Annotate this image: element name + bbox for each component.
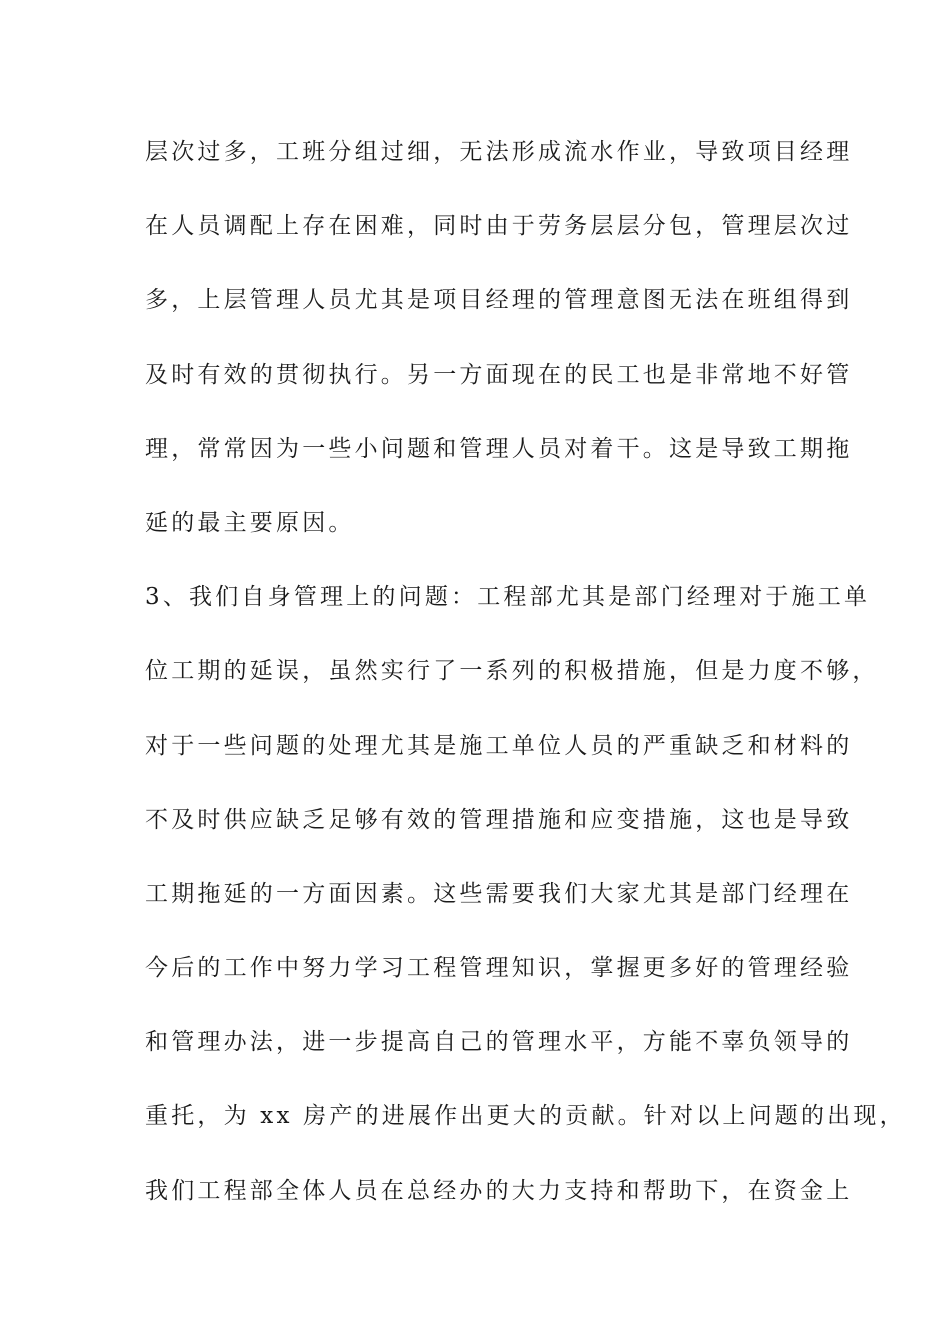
text-line: 重托，为 xx 房产的进展作出更大的贡献。针对以上问题的出现， [145, 1103, 906, 1130]
body-text [145, 128, 906, 1241]
text-line: 对于一些问题的处理尤其是施工单位人员的严重缺乏和材料的 [145, 732, 853, 759]
text-line: 延的最主要原因。 [145, 509, 355, 536]
text-line: 不及时供应缺乏足够有效的管理措施和应变措施，这也是导致 [145, 806, 853, 833]
text-line: 理，常常因为一些小问题和管理人员对着干。这是导致工期拖 [145, 435, 853, 462]
text-line: 今后的工作中努力学习工程管理知识，掌握更多好的管理经验 [145, 955, 853, 982]
text-line: 我们工程部全体人员在总经办的大力支持和帮助下，在资金上 [145, 1177, 853, 1204]
text-line: 和管理办法，进一步提高自己的管理水平，方能不辜负领导的 [145, 1029, 853, 1056]
text-line: 3、我们自身管理上的问题：工程部尤其是部门经理对于施工单 [145, 584, 871, 611]
text-line: 位工期的延误，虽然实行了一系列的积极措施，但是力度不够， [145, 658, 879, 685]
text-line: 及时有效的贯彻执行。另一方面现在的民工也是非常地不好管 [145, 361, 853, 388]
text-line: 在人员调配上存在困难，同时由于劳务层层分包，管理层次过 [145, 213, 853, 240]
text-line: 工期拖延的一方面因素。这些需要我们大家尤其是部门经理在 [145, 880, 853, 907]
text-line: 层次过多，工班分组过细，无法形成流水作业，导致项目经理 [145, 139, 853, 165]
text-line: 多，上层管理人员尤其是项目经理的管理意图无法在班组得到 [145, 287, 853, 314]
